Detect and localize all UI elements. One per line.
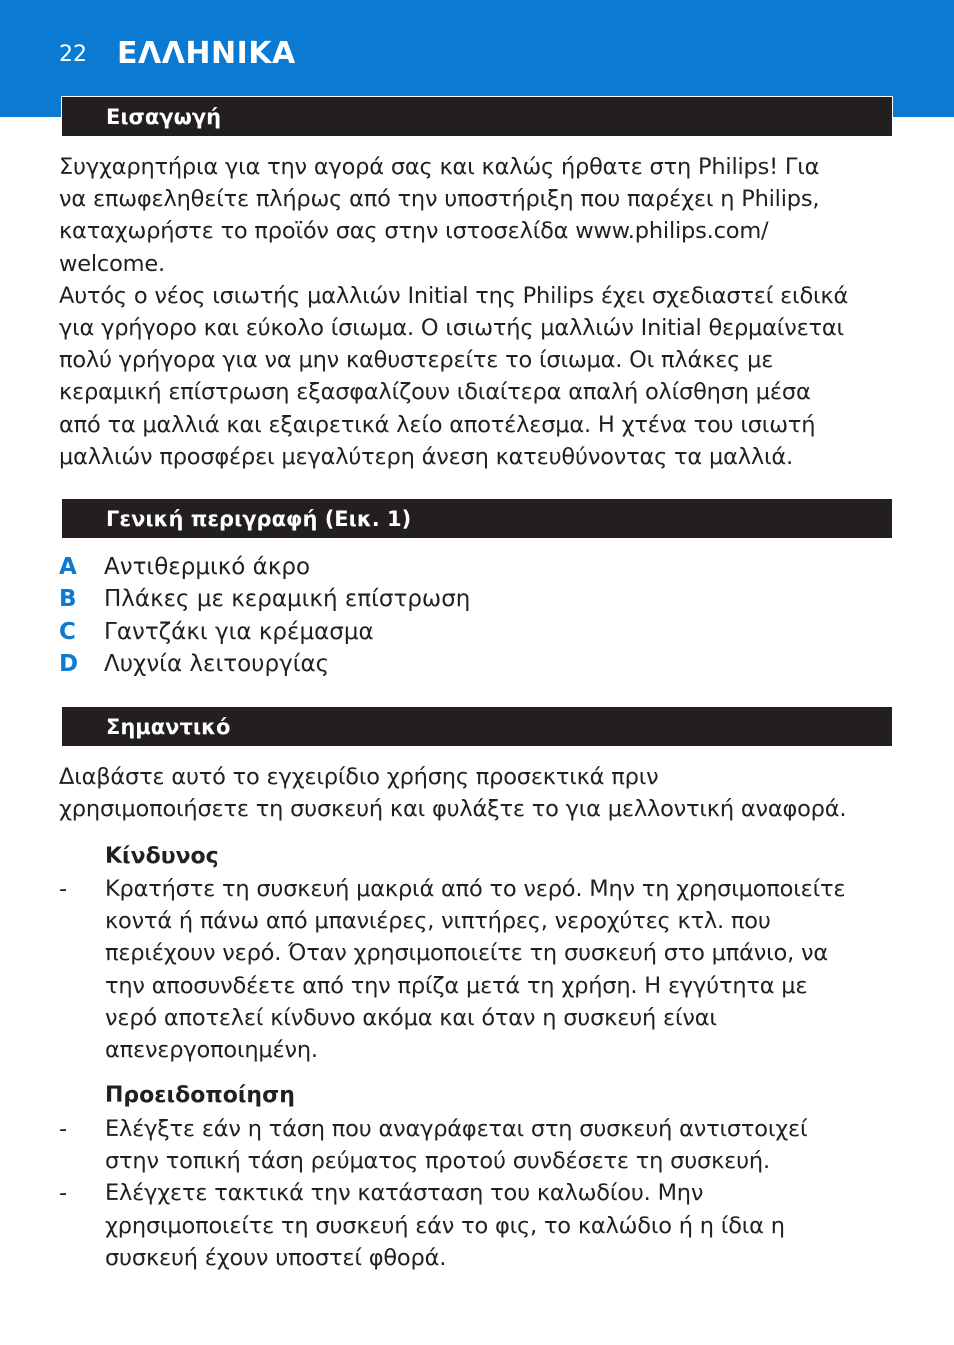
feature-letter: A [59, 554, 77, 580]
text-line: Κρατήστε τη συσκευή μακριά από το νερό. Μην τη χρησιμοποιείτε [105, 876, 846, 902]
bullet-dash: - [59, 1116, 67, 1142]
feature-text: Λυχνία λειτουργίας [104, 650, 330, 677]
bullet-text [105, 1113, 904, 1177]
list-item [59, 1113, 904, 1177]
section-heading-label: Εισαγωγή [106, 105, 222, 129]
section-heading-label: Σημαντικό [106, 715, 231, 739]
important-intro-text [59, 761, 909, 825]
feature-list [59, 551, 899, 680]
feature-text: Πλάκες με κεραμική επίστρωση [104, 586, 471, 613]
danger-list [59, 873, 904, 1066]
text-line: περιέχουν νερό. Όταν χρησιμοποιείτε τη συσκευή στο μπάνιο, να [105, 940, 829, 967]
text-line: μαλλιών προσφέρει μεγαλύτερη άνεση κατευθύνοντας τα μαλλιά. [59, 443, 793, 470]
text-line: συσκευή έχουν υποστεί φθορά. [105, 1244, 447, 1271]
feature-letter: D [59, 650, 79, 677]
feature-text: Γαντζάκι για κρέμασμα [104, 618, 374, 645]
intro-paragraph-2 [59, 280, 909, 473]
section-heading-label: Γενική περιγραφή (Εικ. 1) [106, 507, 412, 531]
text-line: για γρήγορο και εύκολο ίσιωμα. Ο ισιωτής μαλλιών Initial θερμαίνεται [59, 315, 844, 342]
text-line: στην τοπική τάση ρεύματος προτού συνδέσετε τη συσκευή. [105, 1148, 770, 1175]
danger-subheading: Κίνδυνος [105, 844, 219, 869]
text-line: Αυτός ο νέος ισιωτής μαλλιών Initial της Philips έχει σχεδιαστεί ειδικά [59, 282, 849, 309]
feature-letter: C [59, 618, 76, 645]
list-item [59, 648, 899, 680]
text-line: κεραμική επίστρωση εξασφαλίζουν ιδιαίτερα απαλή ολίσθηση μέσα [59, 379, 811, 406]
text-line: να επωφεληθείτε πλήρως από την υποστήριξη που παρέχει η Philips, [59, 186, 820, 213]
text-line: νερό αποτελεί κίνδυνο ακόμα και όταν η συσκευή είναι [105, 1004, 717, 1031]
bullet-dash: - [59, 876, 67, 902]
page-number: 22 [59, 42, 87, 67]
text-line: Συγχαρητήρια για την αγορά σας και καλώς ήρθατε στη Philips! Για [59, 154, 820, 180]
text-line: κοντά ή πάνω από μπανιέρες, νιπτήρες, νεροχύτες κτλ. που [105, 908, 771, 935]
text-line: απενεργοποιημένη. [105, 1037, 318, 1064]
list-item [59, 583, 899, 615]
text-line: welcome. [59, 250, 165, 277]
warning-list [59, 1113, 904, 1274]
text-line: Ελέγξτε εάν η τάση που αναγράφεται στη συσκευή αντιστοιχεί [105, 1116, 808, 1142]
bullet-text [105, 873, 904, 1066]
text-line: καταχωρήστε το προϊόν σας στην ιστοσελίδα www.philips.com/ [59, 218, 769, 245]
text-line: πολύ γρήγορα για να μην καθυστερείτε το ίσιωμα. Οι πλάκες με [59, 347, 774, 374]
list-item [59, 1177, 904, 1274]
bullet-dash: - [59, 1180, 67, 1207]
list-item [59, 616, 899, 648]
section-heading-important [61, 706, 893, 747]
warning-subheading: Προειδοποίηση [105, 1083, 295, 1108]
text-line: χρησιμοποιήσετε τη συσκευή και φυλάξτε το για μελλοντική αναφορά. [59, 796, 847, 823]
section-heading-introduction [61, 96, 893, 137]
intro-paragraph-1 [59, 151, 909, 280]
feature-letter: B [59, 586, 77, 613]
list-item [59, 551, 899, 583]
feature-text: Αντιθερμικό άκρο [104, 554, 311, 580]
text-line: χρησιμοποιείτε τη συσκευή εάν το φις, το καλώδιο ή η ίδια η [105, 1212, 785, 1239]
section-heading-general-description [61, 498, 893, 539]
text-line: από τα μαλλιά και εξαιρετικά λείο αποτέλεσμα. Η χτένα του ισιωτή [59, 411, 816, 438]
text-line: Ελέγχετε τακτικά την κατάσταση του καλωδίου. Μην [105, 1180, 704, 1207]
text-line: Διαβάστε αυτό το εγχειρίδιο χρήσης προσεκτικά πριν [59, 764, 659, 790]
language-title: ΕΛΛΗΝΙΚΑ [117, 36, 296, 71]
text-line: την αποσυνδέετε από την πρίζα μετά τη χρήση. Η εγγύτητα με [105, 972, 808, 999]
important-paragraph [59, 761, 909, 825]
intro-text [59, 151, 909, 473]
list-item [59, 873, 904, 1066]
bullet-text [105, 1177, 904, 1274]
